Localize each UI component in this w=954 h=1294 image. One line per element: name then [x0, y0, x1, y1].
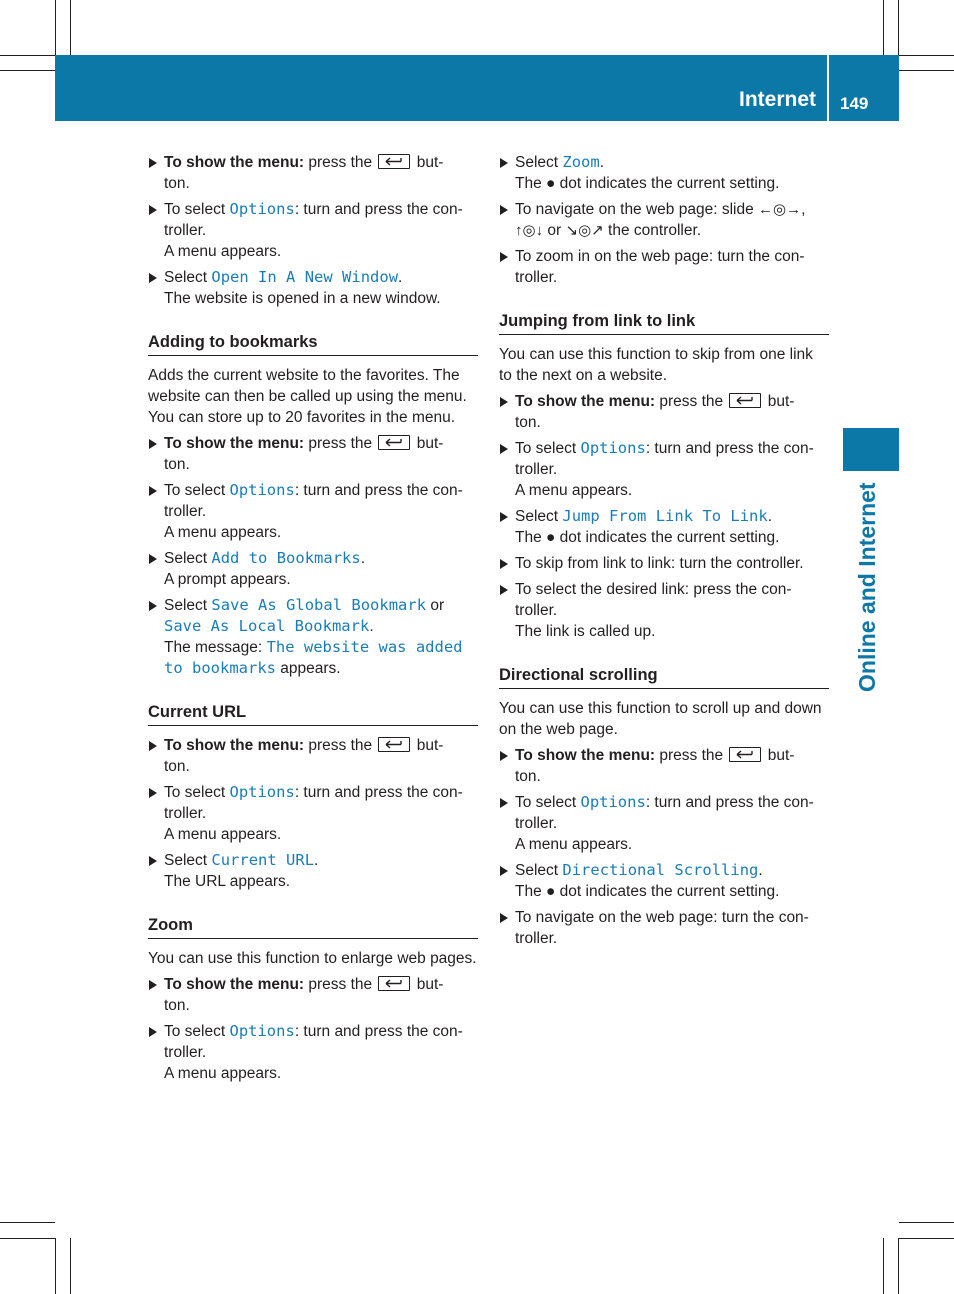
step-add-bookmarks: Select Add to Bookmarks. A prompt appears. [148, 548, 478, 590]
step-show-menu: To show the menu: press the but- ton. [148, 433, 478, 475]
paragraph-zoom: You can use this function to enlarge web pages. [148, 950, 477, 967]
arrow-icon [500, 397, 508, 407]
crop-mark [0, 1238, 55, 1239]
arrow-icon [149, 158, 157, 168]
arrow-icon [500, 512, 508, 522]
step-jump-link: Select Jump From Link To Link. The ● dot indicates the current setting. [499, 506, 829, 548]
menu-item-save-local: Save As Local Bookmark [164, 617, 370, 635]
arrow-icon [149, 741, 157, 751]
arrow-icon [500, 158, 508, 168]
crop-mark [0, 70, 55, 71]
arrow-icon [149, 788, 157, 798]
header-divider [827, 55, 829, 121]
crop-mark [898, 0, 899, 55]
crop-mark [899, 1238, 954, 1239]
step-select-options: To select Options: turn and press the con- troller. A menu appears. [148, 782, 478, 845]
menu-item-zoom: Zoom [562, 153, 600, 171]
step-select-link: To select the desired link: press the con- troller. The link is called up. [499, 579, 829, 642]
left-column [148, 152, 478, 1089]
menu-item-current-url: Current URL [211, 851, 315, 869]
menu-item-save-global: Save As Global Bookmark [211, 596, 427, 614]
step-open-new-window: Select Open In A New Window. The website is opened in a new window. [148, 267, 478, 309]
crop-mark [883, 1238, 884, 1294]
heading-adding-bookmarks: Adding to bookmarks [148, 332, 478, 356]
crop-mark [55, 0, 56, 55]
arrow-icon [500, 798, 508, 808]
arrow-icon [500, 866, 508, 876]
crop-mark [899, 1222, 954, 1223]
section-title: Internet [738, 88, 816, 111]
message-text: The website was added [266, 638, 463, 656]
arrow-icon [500, 913, 508, 923]
heading-current-url: Current URL [148, 702, 478, 726]
chapter-tab [843, 428, 899, 471]
arrow-icon [149, 439, 157, 449]
crop-mark [883, 0, 884, 55]
crop-mark [898, 1238, 899, 1294]
back-button-icon [378, 976, 410, 991]
step-show-menu: To show the menu: press the but- ton. [148, 974, 478, 1016]
heading-jumping-links: Jumping from link to link [499, 311, 829, 335]
arrow-icon [500, 444, 508, 454]
back-button-icon [729, 393, 761, 408]
step-navigate-slide: To navigate on the web page: slide ←◎→, ↑◎↓ or ↘◎↗ the controller. [499, 199, 829, 241]
step-select-options: To select Options: turn and press the con- troller. A menu appears. [499, 438, 829, 501]
paragraph-scrolling: You can use this function to scroll up and down on the web page. [499, 700, 822, 738]
menu-item-options: Options [229, 783, 295, 801]
crop-mark [0, 55, 55, 56]
step-select-zoom: Select Zoom. The ● dot indicates the current setting. [499, 152, 829, 194]
arrow-icon [149, 856, 157, 866]
arrow-icon [500, 585, 508, 595]
step-navigate-turn: To navigate on the web page: turn the con- troller. [499, 907, 829, 949]
menu-item-open-new-window: Open In A New Window [211, 268, 399, 286]
back-button-icon [378, 737, 410, 752]
controller-slide-vertical-icon: ↑◎↓ [515, 222, 544, 239]
arrow-icon [500, 205, 508, 215]
page-number: 149 [840, 94, 869, 113]
arrow-icon [500, 252, 508, 262]
step-skip-link: To skip from link to link: turn the controller. [499, 553, 829, 574]
menu-item-options: Options [580, 793, 646, 811]
crop-mark [899, 70, 954, 71]
step-save-bookmark: Select Save As Global Bookmark or Save As Local Bookmark. The message: The website was added to bookmarks appears. [148, 595, 478, 679]
arrow-icon [149, 601, 157, 611]
arrow-icon [500, 559, 508, 569]
crop-mark [0, 1222, 55, 1223]
message-text: to bookmarks [164, 659, 276, 677]
paragraph-bookmarks: Adds the current website to the favorites. The website can then be called up using the menu. You can store up to 20 favorites in the menu. [148, 367, 467, 426]
heading-directional-scrolling: Directional scrolling [499, 665, 829, 689]
menu-item-options: Options [229, 481, 295, 499]
arrow-icon [149, 205, 157, 215]
menu-item-jump-link: Jump From Link To Link [562, 507, 768, 525]
step-show-menu: To show the menu: press the but- ton. [499, 391, 829, 433]
arrow-icon [149, 554, 157, 564]
arrow-icon [500, 751, 508, 761]
controller-slide-diagonal-icon: ↘◎↗ [565, 222, 604, 239]
arrow-icon [149, 980, 157, 990]
step-show-menu: To show the menu: press the but- ton. [148, 152, 478, 194]
step-current-url: Select Current URL. The URL appears. [148, 850, 478, 892]
step-show-menu: To show the menu: press the but- ton. [499, 745, 829, 787]
step-select-options: To select Options: turn and press the con- troller. A menu appears. [148, 199, 478, 262]
back-button-icon [378, 154, 410, 169]
step-directional-scrolling: Select Directional Scrolling. The ● dot indicates the current setting. [499, 860, 829, 902]
step-select-options: To select Options: turn and press the con- troller. A menu appears. [148, 1021, 478, 1084]
paragraph-links: You can use this function to skip from one link to the next on a website. [499, 346, 813, 384]
heading-zoom: Zoom [148, 915, 478, 939]
chapter-label: Online and Internet [854, 482, 880, 692]
menu-item-add-bookmarks: Add to Bookmarks [211, 549, 361, 567]
step-show-menu: To show the menu: press the but- ton. [148, 735, 478, 777]
controller-slide-horizontal-icon: ←◎→ [758, 201, 802, 218]
back-button-icon [729, 747, 761, 762]
step-zoom-in: To zoom in on the web page: turn the con- troller. [499, 246, 829, 288]
crop-mark [70, 0, 71, 55]
menu-item-options: Options [580, 439, 646, 457]
step-select-options: To select Options: turn and press the con- troller. A menu appears. [148, 480, 478, 543]
arrow-icon [149, 486, 157, 496]
step-select-options: To select Options: turn and press the con- troller. A menu appears. [499, 792, 829, 855]
crop-mark [70, 1238, 71, 1294]
arrow-icon [149, 1027, 157, 1037]
back-button-icon [378, 435, 410, 450]
arrow-icon [149, 273, 157, 283]
menu-item-options: Options [229, 200, 295, 218]
crop-mark [899, 55, 954, 56]
crop-mark [55, 1238, 56, 1294]
menu-item-directional-scrolling: Directional Scrolling [562, 861, 759, 879]
menu-item-options: Options [229, 1022, 295, 1040]
right-column [499, 152, 829, 954]
